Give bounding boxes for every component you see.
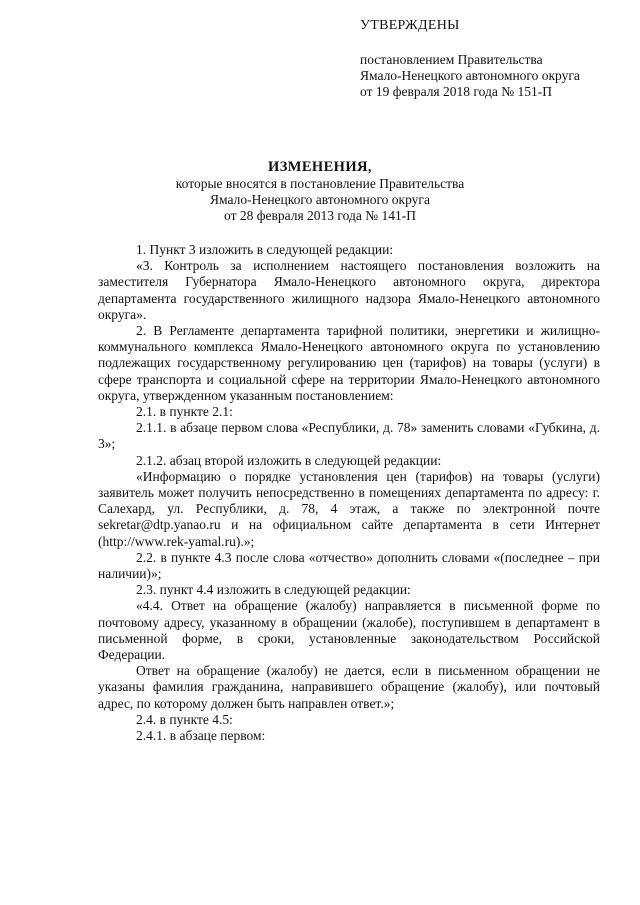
approval-heading: УТВЕРЖДЕНЫ (360, 18, 460, 33)
paragraph: «3. Контроль за исполнением настоящего постановления возложить на заместителя Губернатора Ямало-Ненецкого автономного округа, директора департамента государственного жилищного надзора Ямало-Ненецкого автономного округа». (98, 258, 600, 322)
title-sub-1: которые вносятся в постановление Правительства (175, 176, 465, 191)
approval-block (360, 18, 610, 100)
title-sub-2: Ямало-Ненецкого автономного округа (210, 192, 430, 207)
paragraph: 2.4. в пункте 4.5: (136, 711, 233, 727)
paragraph: 2.2. в пункте 4.3 после слова «отчество» дополнить словами «(последнее – при наличии)»; (98, 549, 600, 582)
document-body (98, 242, 600, 744)
paragraph: 2. В Регламенте департамента тарифной политики, энергетики и жилищно-коммунального комплекса Ямало-Ненецкого автономного округа по установлению подлежащих государственному регулированию цен (тарифов) на товары (услуги) в сфере транспорта и социальной сфере на территории Ямало-Ненецкого автономного округа, утвержденном указанным постановлением: (98, 323, 600, 403)
paragraph: 2.4.1. в абзаце первом: (136, 728, 266, 744)
document-title (0, 158, 640, 224)
approval-line-3: от 19 февраля 2018 года № 151-П (360, 84, 552, 99)
title-sub-3: от 28 февраля 2013 года № 141-П (224, 208, 416, 223)
paragraph: 2.1.1. в абзаце первом слова «Республики, д. 78» заменить словами «Губкина, д. 3»; (98, 420, 600, 452)
paragraph: «Информацию о порядке установления цен (тарифов) на товары (услуги) заявитель может получить непосредственно в помещениях департамента по адресу: г. Салехард, ул. Республики, д. 78, 4 этаж, а также по электронной почте sekretar@dtp.yanao.ru и на официальном сайте департамента в сети Интернет (http://www.rek-yamal.ru).»; (98, 468, 600, 549)
paragraph: Ответ на обращение (жалобу) не дается, если в письменном обращении не указаны фамилия гражданина, направившего обращение (жалобу), или почтовый адрес, по которому должен быть направлен ответ.»; (98, 663, 600, 711)
paragraph: «4.4. Ответ на обращение (жалобу) направляется в письменной форме по почтовому адресу, указанному в обращении (жалобе), поступившем в департамент в письменной форме, в сроки, установленные законодательством Российской Федерации. (98, 598, 600, 663)
approval-line-2: Ямало-Ненецкого автономного округа (360, 68, 580, 83)
approval-line-1: постановлением Правительства (360, 52, 543, 67)
title-main: ИЗМЕНЕНИЯ, (268, 159, 372, 175)
paragraph: 1. Пункт 3 изложить в следующей редакции: (136, 242, 394, 257)
paragraph: 2.1. в пункте 2.1: (136, 404, 233, 420)
paragraph: 2.1.2. абзац второй изложить в следующей редакции: (136, 452, 442, 468)
paragraph: 2.3. пункт 4.4 изложить в следующей редакции: (136, 582, 411, 598)
